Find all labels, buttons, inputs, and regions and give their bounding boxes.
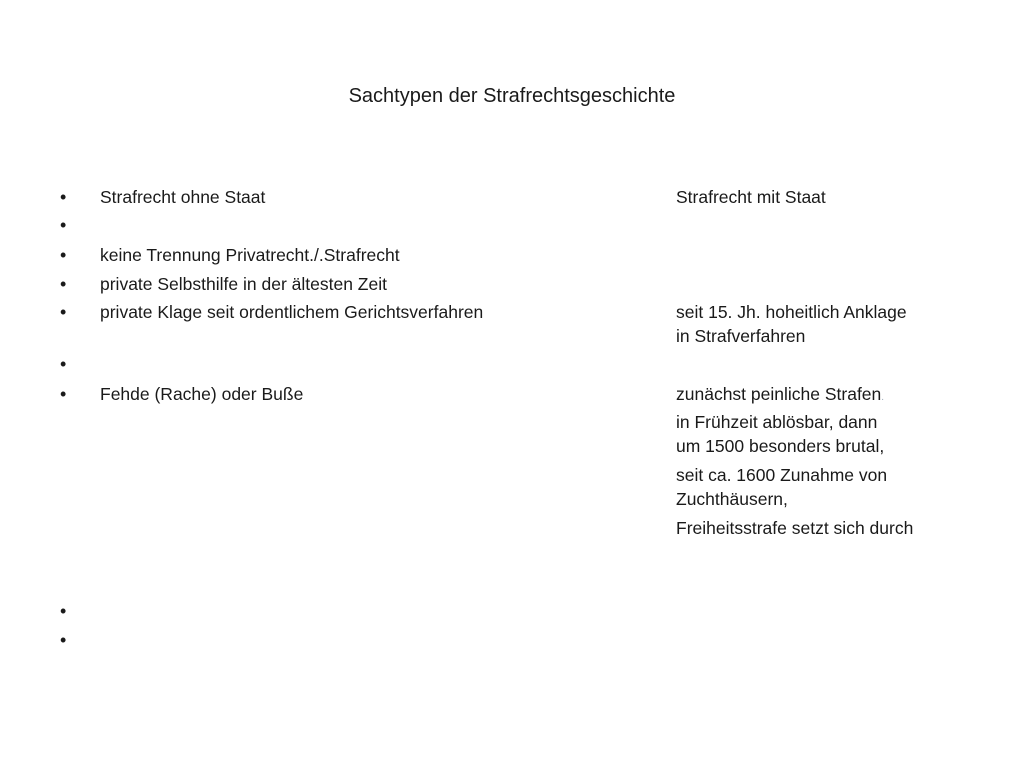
bullet-marker: • [60, 384, 67, 404]
right-fruehzeit-line1: in Frühzeit ablösbar, dann [676, 412, 878, 432]
right-heading-strafrecht-mit-staat: Strafrecht mit Staat [676, 187, 826, 207]
left-item-fehde: Fehde (Rache) oder Buße [100, 384, 304, 404]
right-anklage-line1: seit 15. Jh. hoheitlich Anklage [676, 302, 907, 322]
left-item-strafrecht-ohne-staat: Strafrecht ohne Staat [100, 187, 266, 207]
bullet-marker: • [60, 274, 67, 294]
right-zuchthaus-line1: seit ca. 1600 Zunahme von [676, 465, 888, 485]
bullet-marker: • [60, 601, 67, 621]
right-freiheitsstrafe: Freiheitsstrafe setzt sich durch [676, 518, 914, 538]
bullet-marker: • [60, 215, 67, 235]
bullet-marker: • [60, 302, 67, 322]
right-strafen-text: zunächst peinliche Strafen [676, 384, 882, 404]
left-item-private-selbsthilfe: private Selbsthilfe in der ältesten Zeit [100, 274, 387, 294]
bullet-marker: • [60, 354, 67, 374]
right-strafen-mark: . [881, 392, 885, 403]
left-item-private-klage: private Klage seit ordentlichem Gerichtsverfahren [100, 302, 484, 322]
slide-title: Sachtypen der Strafrechtsgeschichte [348, 85, 676, 107]
bullet-marker: • [60, 630, 67, 650]
right-fruehzeit-line2: um 1500 besonders brutal, [676, 436, 885, 456]
bullet-marker: • [60, 187, 67, 207]
bullet-marker: • [60, 245, 67, 265]
right-strafen [676, 382, 884, 410]
left-item-keine-trennung: keine Trennung Privatrecht./.Strafrecht [100, 245, 400, 265]
right-anklage-line2: in Strafverfahren [676, 326, 806, 346]
right-zuchthaus-line2: Zuchthäusern, [676, 489, 788, 509]
